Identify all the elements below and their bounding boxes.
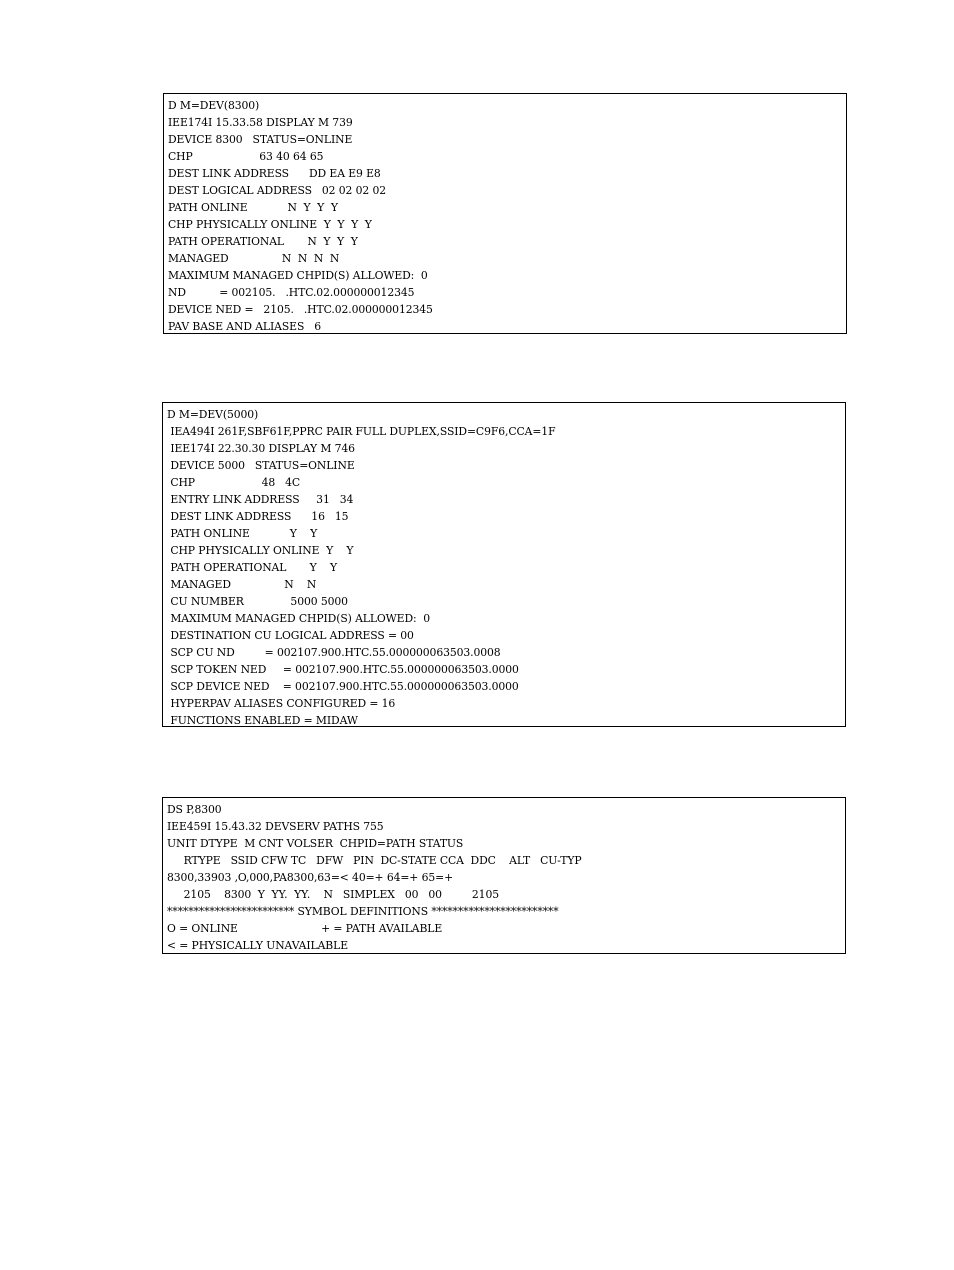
max-managed-chpid-line: MAXIMUM MANAGED CHPID(S) ALLOWED: 0 [167,612,430,625]
scp-token-ned-line: SCP TOKEN NED = 002107.900.HTC.55.000000063503.0000 [167,663,519,676]
command-line: D M=DEV(8300) [168,99,260,112]
symbol-online-line: O = ONLINE + = PATH AVAILABLE [167,922,443,935]
scp-device-ned-line: SCP DEVICE NED = 002107.900.HTC.55.000000063503.0000 [167,680,519,693]
hyperpav-aliases-line: HYPERPAV ALIASES CONFIGURED = 16 [167,697,396,710]
command-line: D M=DEV(5000) [167,408,259,421]
chp-line: CHP 48 4C [167,476,301,489]
path-operational-line: PATH OPERATIONAL Y Y [167,561,338,574]
dest-link-address-line: DEST LINK ADDRESS DD EA E9 E8 [168,167,381,180]
display-m-dev-8300-panel [163,93,847,334]
command-line: DS P,8300 [167,803,222,816]
pprc-message-line: IEA494I 261F,SBF61F,PPRC PAIR FULL DUPLEX,SSID=C9F6,CCA=1F [167,425,556,438]
header-line-1: UNIT DTYPE M CNT VOLSER CHPID=PATH STATUS [167,837,464,850]
devserv-paths-8300-panel [162,797,846,954]
path-online-line: PATH ONLINE N Y Y Y [168,201,338,214]
unit-detail-line: 2105 8300 Y YY. YY. N SIMPLEX 00 00 2105 [167,888,499,901]
header-line-2: RTYPE SSID CFW TC DFW PIN DC-STATE CCA DDC ALT CU-TYP [167,854,582,867]
dest-link-address-line: DEST LINK ADDRESS 16 15 [167,510,349,523]
device-ned-line: DEVICE NED = 2105. .HTC.02.000000012345 [168,303,433,316]
entry-link-address-line: ENTRY LINK ADDRESS 31 34 [167,493,354,506]
message-line: IEE459I 15.43.32 DEVSERV PATHS 755 [167,820,384,833]
unit-path-status-line: 8300,33903 ,O,000,PA8300,63=< 40=+ 64=+ 65=+ [167,871,454,884]
pav-base-aliases-line: PAV BASE AND ALIASES 6 [168,320,322,333]
chp-physically-online-line: CHP PHYSICALLY ONLINE Y Y Y Y [168,218,372,231]
device-status-line: DEVICE 5000 STATUS=ONLINE [167,459,355,472]
managed-line: MANAGED N N N N [168,252,340,265]
nd-line: ND = 002105. .HTC.02.000000012345 [168,286,415,299]
display-m-dev-5000-panel [162,402,846,727]
max-managed-chpid-line: MAXIMUM MANAGED CHPID(S) ALLOWED: 0 [168,269,428,282]
symbol-definitions-divider: ************************ SYMBOL DEFINITIONS ************************ [167,905,559,918]
path-operational-line: PATH OPERATIONAL N Y Y Y [168,235,358,248]
functions-enabled-line: FUNCTIONS ENABLED = MIDAW [167,714,358,727]
chp-physically-online-line: CHP PHYSICALLY ONLINE Y Y [167,544,354,557]
scp-cu-nd-line: SCP CU ND = 002107.900.HTC.55.000000063503.0008 [167,646,501,659]
path-online-line: PATH ONLINE Y Y [167,527,318,540]
symbol-unavailable-line: < = PHYSICALLY UNAVAILABLE [167,939,348,952]
chp-line: CHP 63 40 64 65 [168,150,324,163]
device-status-line: DEVICE 8300 STATUS=ONLINE [168,133,353,146]
message-line: IEE174I 22.30.30 DISPLAY M 746 [167,442,355,455]
destination-cu-logical-address-line: DESTINATION CU LOGICAL ADDRESS = 00 [167,629,414,642]
dest-logical-address-line: DEST LOGICAL ADDRESS 02 02 02 02 [168,184,387,197]
managed-line: MANAGED N N [167,578,317,591]
message-line: IEE174I 15.33.58 DISPLAY M 739 [168,116,353,129]
cu-number-line: CU NUMBER 5000 5000 [167,595,348,608]
